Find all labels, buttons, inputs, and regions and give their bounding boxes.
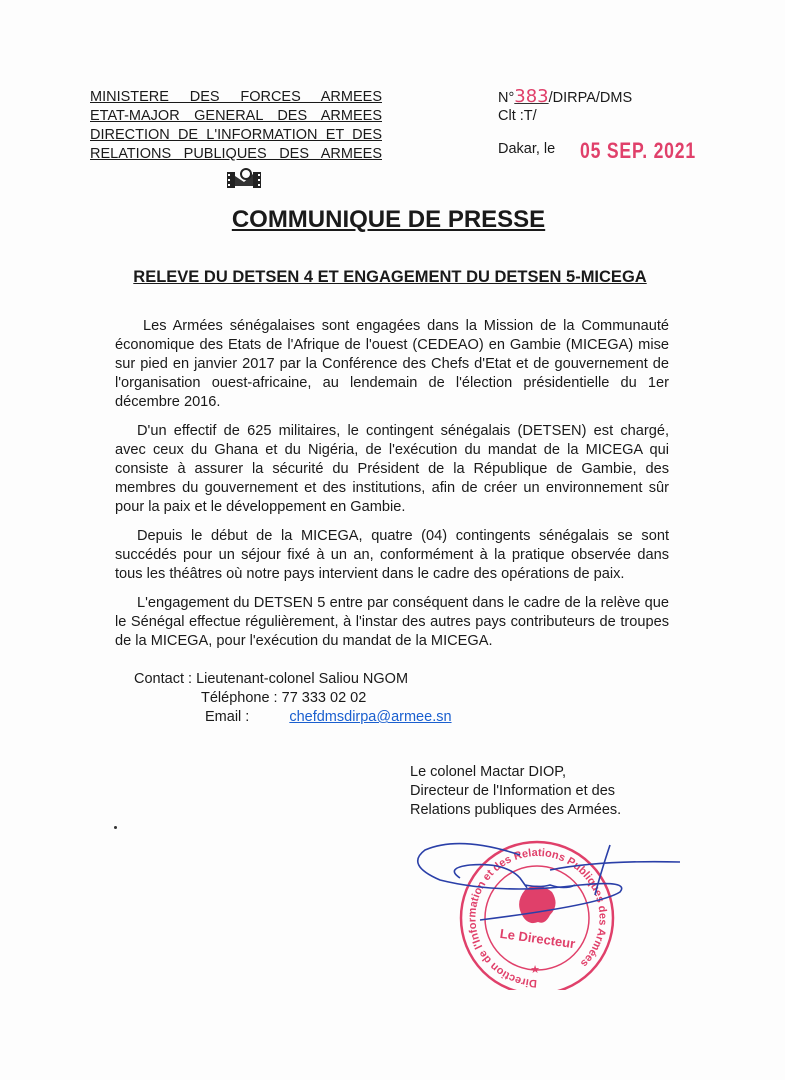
ref-suffix: /DIRPA/DMS bbox=[548, 90, 633, 106]
stamp-center-text: Le Directeur bbox=[499, 925, 577, 952]
letterhead-line: MINISTERE DES FORCES ARMEES bbox=[90, 89, 382, 105]
official-stamp bbox=[400, 830, 700, 990]
paragraph: D'un effectif de 625 militaires, le contingent sénégalais (DETSEN) est chargé, avec ceux du Ghana et du Nigéria, de l'exécution du mandat de la MICEGA qui consiste à assurer la sécurité du Président de la République de Gambie, des membres du gouvernement et des institutions, afin de créer un environnement sûr pour la paix et le développement en Gambie. bbox=[115, 423, 669, 515]
signature-block bbox=[410, 763, 621, 820]
email-label: Email : bbox=[205, 709, 250, 725]
contact-block bbox=[134, 670, 452, 727]
page-title bbox=[0, 206, 785, 234]
ref-number: 383 bbox=[514, 86, 549, 107]
letterhead-line: DIRECTION DE L'INFORMATION ET DES bbox=[90, 127, 382, 143]
stamp-ring-text: Direction de l'Information et des Relations Publiques des Armées bbox=[466, 846, 609, 990]
phone-label: Téléphone : bbox=[201, 690, 278, 706]
title-text: COMMUNIQUE DE PRESSE bbox=[231, 206, 546, 233]
letterhead bbox=[90, 88, 382, 164]
subtitle: RELEVE DU DETSEN 4 ET ENGAGEMENT DU DETSEN 5-MICEGA bbox=[133, 268, 647, 286]
email-link[interactable]: chefdmsdirpa@armee.sn bbox=[289, 709, 452, 725]
date-place: Dakar, le bbox=[498, 141, 556, 157]
signatory-title: Directeur de l'Information et des bbox=[410, 783, 616, 799]
speck bbox=[114, 826, 117, 829]
signatory-title: Relations publiques des Armées. bbox=[410, 802, 622, 818]
date-stamp: 05 SEP. 2021 bbox=[580, 138, 696, 163]
contact-name: Lieutenant-colonel Saliou NGOM bbox=[196, 671, 409, 687]
body-text bbox=[115, 317, 669, 661]
paragraph: Les Armées sénégalaises sont engagées dans la Mission de la Communauté économique des Etats de l'Afrique de l'ouest (CEDEAO) en Gambie (MICEGA) mise sur pied en janvier 2017 par la Conférence des Chefs d'Etat et de gouvernement de l'organisation ouest-africaine, au lendemain de l'élection présidentielle du 1er décembre 2016. bbox=[115, 318, 669, 410]
contact-label: Contact : bbox=[134, 671, 193, 687]
letterhead-line: RELATIONS PUBLIQUES DES ARMEES bbox=[90, 146, 382, 162]
lion-emblem-icon bbox=[519, 885, 555, 923]
ref-prefix: N° bbox=[498, 90, 515, 106]
signatory-name: Le colonel Mactar DIOP, bbox=[410, 764, 567, 780]
ref-clt: Clt :T/ bbox=[498, 108, 537, 124]
paragraph: Depuis le début de la MICEGA, quatre (04) contingents sénégalais se sont succédés pour un séjour fixé à un an, conformément à la pratique observée dans tous les théâtres où notre pays intervient dans le cadre des opérations de paix. bbox=[115, 528, 669, 582]
letterhead-line: ETAT-MAJOR GENERAL DES ARMEES bbox=[90, 108, 382, 124]
emblem-icon bbox=[226, 166, 262, 190]
paragraph: L'engagement du DETSEN 5 entre par conséquent dans le cadre de la relève que le Sénégal effectue régulièrement, à l'instar des autres pays contributeurs de troupes de la MICEGA, pour l'exécution du mandat de la MICEGA. bbox=[115, 595, 669, 649]
reference-block bbox=[498, 88, 632, 125]
star-icon: ★ bbox=[530, 964, 540, 976]
phone-number: 77 333 02 02 bbox=[281, 690, 367, 706]
